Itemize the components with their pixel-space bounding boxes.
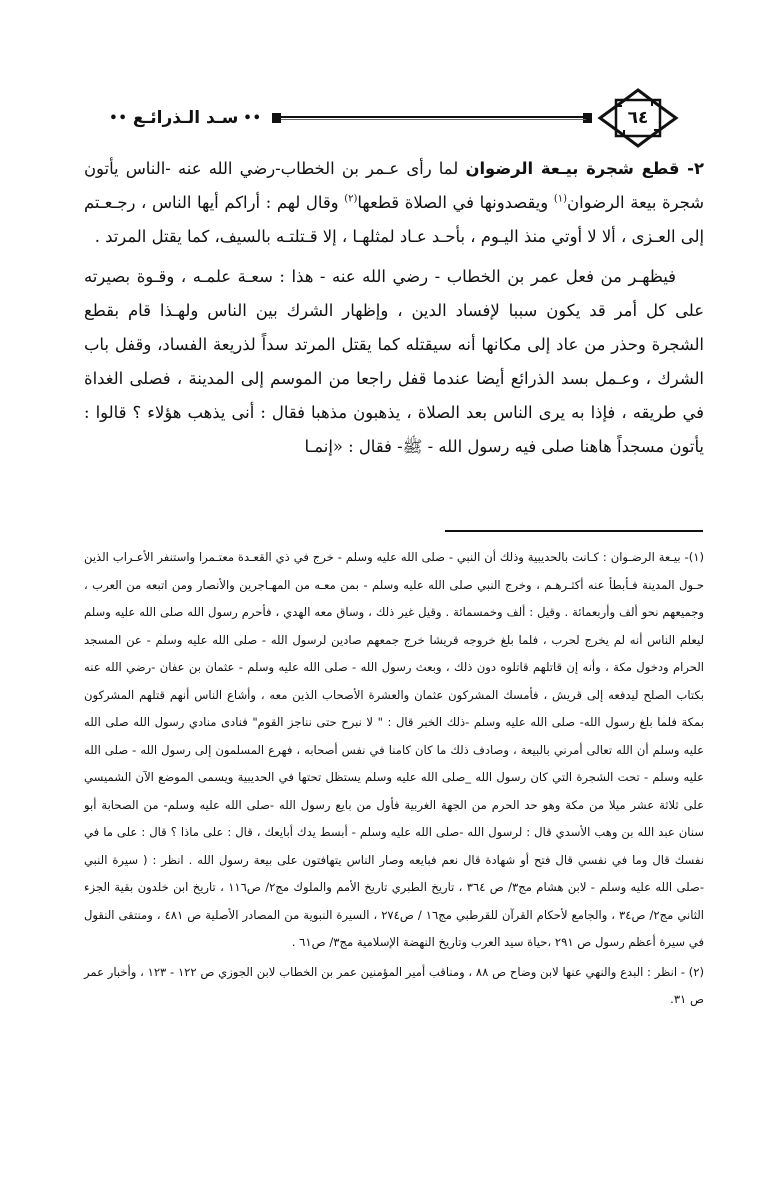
- footnote-1-marker: (١)-: [680, 550, 704, 564]
- ornament-dots-right: ••: [243, 110, 262, 126]
- rule-line: [278, 116, 586, 118]
- header-rule: [272, 111, 592, 125]
- paragraph-1-text-c: وقال لهم : أراكم أيها الناس ، رجـعـتم إلى العـزى ، ألا لا أوتي منذ اليـوم ، بأحـد عـاد لمثلهـا ، إلا قـتلتـه بالسيف، كما يقتل المرتد .: [84, 193, 704, 246]
- rule-cap-left: [272, 113, 281, 123]
- page-number: ٦٤: [627, 108, 649, 128]
- footnote-1-text: بيـعة الرضـوان : كـانت بالحديبية وذلك أن النبي - صلى الله عليه وسلم - خرج في ذي القعـدة معتـمرا واستنفر الأعـراب الذين حـول المدينة فـأبطأ عنه أكثـرهـم ، وخرج النبي صلى الله عليه وسلم - بمن معـه من المهـاجرين والأنصار ومن اتبعه من العرب ، وجميعهم نحو ألف وأربعمائة . وقيل : ألف وخمسمائة . وقيل غير ذلك ، وساق معه الهدي ، فأحرم رسول الله صلى الله عليه وسلم ليعلم الناس أنه لم يخرج لحرب ، فلما بلغ خروجه قريشا خرج جمعهم صادين لرسول الله - صلى الله عليه وسلم - عن المسجد الحرام ودخول مكة ، وأنه إن قاتلهم قاتلوه دون ذلك ، وبعث رسول الله - صلى الله عليه وسلم - عثمان بن عفان -رضي الله عنه بكتاب الصلح ليدفعه إلى قريش ، فأمسك المشركون عثمان والعشرة الأصحاب الذين معه ، وأشاع الناس أنهم قتلهم المشركون بمكة فلما بلغ رسول الله- صلى الله عليه وسلم -ذلك الخبر قال : " لا نبرح حتى نناجز القوم" فنادى منادي رسول الله صلى الله عليه وسلم أن الله تعالى أمرني بالبيعة ، وصادف ذلك ما كان كامنا في نفس أصحابه ، فهرع المسلمون إلى رسول الله - صلى الله عليه وسلم - تحت الشجرة التي كان رسول الله _صلى الله عليه وسلم يستظل تحتها في الحديبية ويسمى الموضع الآن الشميسي على ثلاثة عشر ميلا من مكة وهو حد الحرم من الجهة الغربية فأول من بايع رسول الله -صلى الله عليه وسلم- من الصحابة أبو سنان عبد الله بن وهب الأسدي قال : لرسول الله -صلى الله عليه وسلم - أبسط يدك أبايعك ، قال : على ماذا ؟ قال : على ما في نفسك قال وما في نفسي قال فتح أو شهادة قال نعم فبايعه وصار الناس يتهافتون على بيعة رسول الله . انظر : ( سيرة النبي -صلى الله عليه وسلم - لابن هشام مج٣/ ص ٣٦٤ ، تاريخ الطبري تاريخ الأمم والملوك مج٢/ ص١١٦ ، تاريخ ابن خلدون بقية الجزء الثاني مج٢/ ص٣٤ ، والجامع لأحكام القرآن للقرطبي مج١٦ / ص٢٧٤ ، السيرة النبوية من المصادر الأصلية ص ٤٨١ ، ومنتقى النقول في سيرة أعظم رسول ص ٢٩١ ،حياة سيد العرب وتاريخ النهضة الإسلامية مج٣/ ص٦١ .: [84, 550, 705, 949]
- page-number-emblem: [596, 88, 680, 148]
- paragraph-1-text-b: ويقصدونها في الصلاة قطعها: [357, 193, 554, 212]
- footnote-2-marker: (٢) -: [677, 964, 705, 979]
- paragraph-1: [84, 152, 704, 254]
- footnote-1: [84, 544, 704, 957]
- footnote-2: [84, 959, 704, 1014]
- paragraph-2: فيظهـر من فعل عمر بن الخطاب - رضي الله عنه - هذا : سعـة علمـه ، وقـوة بصيرته على كل أمر قد يكون سببا لإفساد الدين ، وإظهار الشرك بين الناس ولهـذا قام بقطع الشجرة وحذر من عاد إلى مكانها أنه سيقتله كما يقتل المرتد سداً لذريعة الفساد، وقفل باب الشرك ، وعـمل بسد الذرائع أيضا عندما قفل راجعا من الموسم إلى المدينة ، فصلى الغداة في طريقه ، فإذا به يرى الناس بعد الصلاة ، يذهبون مذهبا فقال : أنى يذهب هؤلاء ؟ قالوا : يأتون مسجداً هاهنا صلى فيه رسول الله - ﷺ- فقال : «إنمـا: [84, 267, 704, 456]
- main-text: [84, 152, 704, 464]
- rule-cap-right: [583, 113, 592, 123]
- section-heading: ٢- قطع شجرة بيـعة الرضوان: [465, 159, 704, 178]
- footnotes: [84, 544, 704, 1014]
- footnote-ref-2[interactable]: (٢): [344, 193, 358, 205]
- footnote-separator: [445, 530, 703, 532]
- running-title: [82, 104, 267, 132]
- paragraph-1-text-a: لما رأى عـمر بن الخطاب-رضي الله عنه -الناس يأتون شجرة بيعة الرضوان: [84, 159, 705, 212]
- footnote-ref-1[interactable]: (١): [553, 193, 568, 205]
- page-header: [82, 88, 682, 148]
- rule-line-secondary: [278, 119, 586, 120]
- footnote-2-text: انظر : البدع والنهي عنها لابن وضاح ص ٨٨ ، ومناقب أمير المؤمنين عمر بن الخطاب لابن الجوزي ص ١٢٢ - ١٢٣ ، وأخبار عمر ص ٣١.: [84, 964, 704, 1006]
- running-title-text: سـد الـذرائـع: [132, 108, 239, 128]
- ornament-dots-left: ••: [109, 110, 128, 126]
